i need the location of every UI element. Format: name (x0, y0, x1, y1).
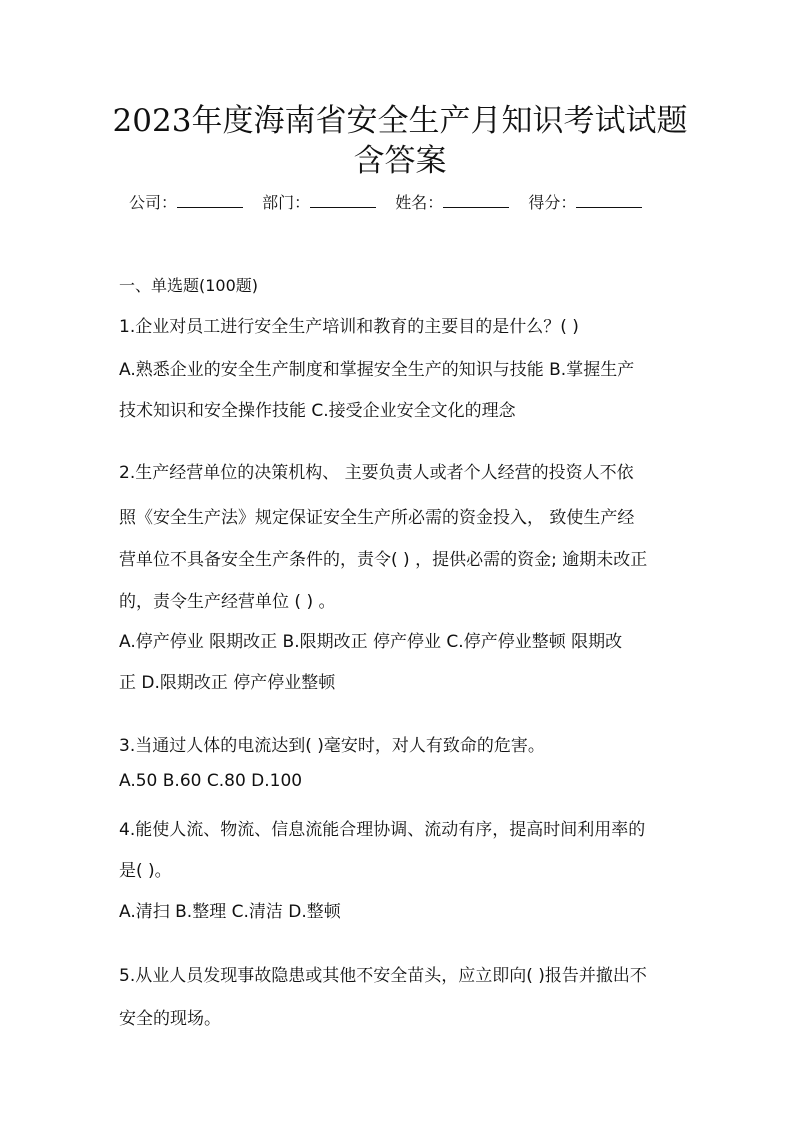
question-2-line-3: 营单位不具备安全生产条件的，责令( ) ，提供必需的资金; 逾期未改正 (119, 550, 648, 570)
question-1-options-line-1: A.熟悉企业的安全生产制度和掌握安全生产的知识与技能 B.掌握生产 (119, 360, 635, 380)
document-title-continued: 含答案 (353, 143, 447, 179)
question-2-line-1: 2.生产经营单位的决策机构、 主要负责人或者个人经营的投资人不依 (119, 463, 634, 483)
score-field (528, 192, 642, 214)
score-label: 得分： (528, 193, 577, 212)
department-field (262, 192, 376, 214)
question-5-line-2: 安全的现场。 (119, 1009, 221, 1029)
question-5-line-1: 5.从业人员发现事故隐患或其他不安全苗头，应立即向( )报告并撤出不 (119, 966, 647, 986)
question-3-options-line-1: A.50 B.60 C.80 D.100 (119, 771, 303, 791)
name-label: 姓名： (395, 193, 444, 212)
score-blank[interactable] (576, 193, 642, 208)
question-3-line-1: 3.当通过人体的电流达到( )毫安时，对人有致命的危害。 (119, 736, 545, 756)
question-4-options-line-1: A.清扫 B.整理 C.清洁 D.整顿 (119, 902, 341, 922)
question-1-options-line-2: 技术知识和安全操作技能 C.接受企业安全文化的理念 (119, 401, 516, 421)
company-field (129, 192, 243, 214)
question-4-line-1: 4.能使人流、物流、信息流能合理协调、流动有序，提高时间利用率的 (119, 820, 646, 840)
question-2-line-4: 的，责令生产经营单位 ( ) 。 (119, 592, 336, 612)
question-4-line-2: 是( )。 (119, 861, 172, 881)
question-2-line-2: 照《安全生产法》规定保证安全生产所必需的资金投入， 致使生产经 (119, 508, 635, 528)
question-2-options-line-2: 正 D.限期改正 停产停业整顿 (119, 673, 336, 693)
question-2-options-line-1: A.停产停业 限期改正 B.限期改正 停产停业 C.停产停业整顿 限期改 (119, 632, 623, 652)
department-blank[interactable] (310, 193, 376, 208)
document-title: 2023年度海南省安全生产月知识考试试题 (112, 103, 688, 139)
company-blank[interactable] (177, 193, 243, 208)
info-row (129, 192, 689, 214)
section-heading: 一、单选题(100题) (119, 276, 259, 295)
department-label: 部门： (262, 193, 311, 212)
company-label: 公司： (129, 193, 178, 212)
name-field (395, 192, 509, 214)
question-1-line-1: 1.企业对员工进行安全生产培训和教育的主要目的是什么？( ) (119, 317, 579, 337)
name-blank[interactable] (443, 193, 509, 208)
